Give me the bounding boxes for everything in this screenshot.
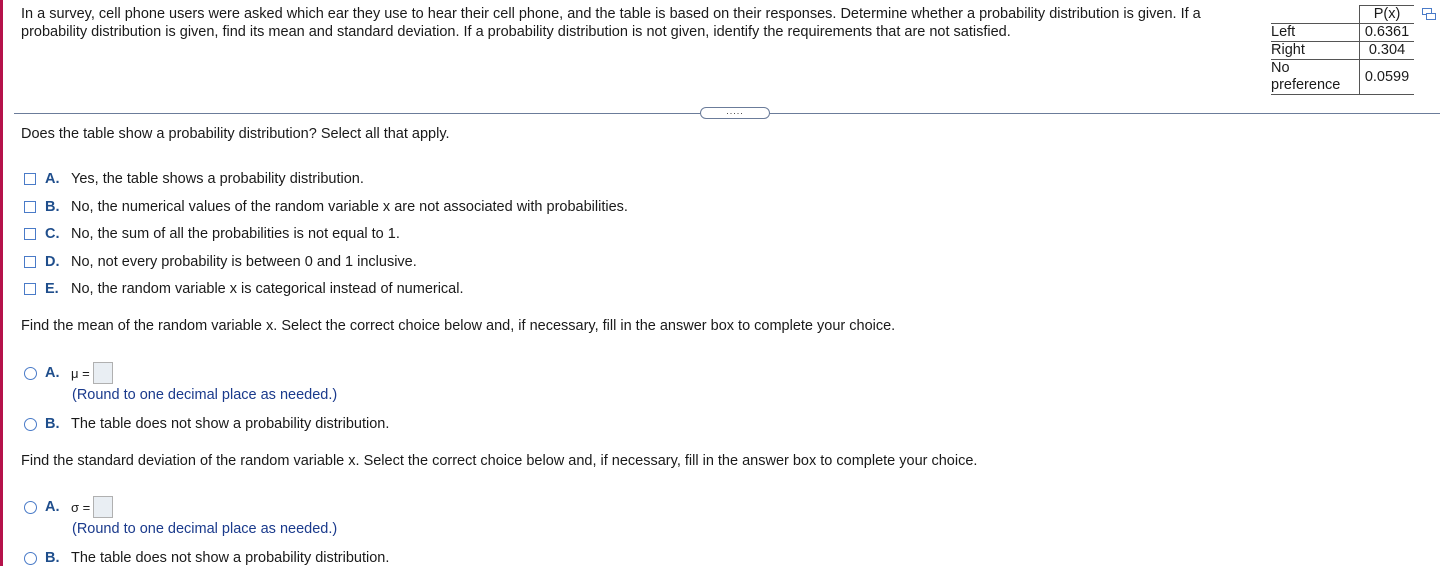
option-letter: A. xyxy=(45,365,60,381)
option-text: No, the random variable x is categorical instead of numerical. xyxy=(71,281,464,297)
mean-answer-input[interactable] xyxy=(93,362,113,384)
radio-button[interactable] xyxy=(24,367,37,380)
table-corner xyxy=(1271,6,1360,24)
q2-option-a[interactable] xyxy=(24,362,113,384)
option-letter: C. xyxy=(45,226,60,242)
checkbox[interactable] xyxy=(24,201,36,213)
checkbox[interactable] xyxy=(24,283,36,295)
left-accent-bar xyxy=(0,0,3,566)
q2-option-b[interactable] xyxy=(24,415,389,433)
option-text: The table does not show a probability distribution. xyxy=(71,550,390,566)
mean-symbol: μ = xyxy=(71,365,90,381)
option-text: No, the numerical values of the random variable x are not associated with probabilities. xyxy=(71,199,628,215)
q1-option-e[interactable] xyxy=(24,280,464,298)
table-label-no-preference xyxy=(1271,60,1360,95)
option-text: Yes, the table shows a probability distribution. xyxy=(71,171,364,187)
table-label-line1: No xyxy=(1271,60,1290,76)
option-letter: E. xyxy=(45,281,59,297)
q1-option-d[interactable] xyxy=(24,253,417,271)
q1-option-b[interactable] xyxy=(24,198,628,216)
radio-button[interactable] xyxy=(24,501,37,514)
std-dev-symbol: σ = xyxy=(71,499,91,515)
radio-button[interactable] xyxy=(24,418,37,431)
table-label-left: Left xyxy=(1271,24,1360,42)
checkbox[interactable] xyxy=(24,173,36,185)
probability-table xyxy=(1271,5,1414,95)
q1-option-c[interactable] xyxy=(24,225,400,243)
option-letter: D. xyxy=(45,254,60,270)
question-3-prompt: Find the standard deviation of the random variable x. Select the correct choice below and, if necessary, fill in the answer box to complete your choice. xyxy=(21,453,978,469)
table-label-right: Right xyxy=(1271,42,1360,60)
popout-icon[interactable] xyxy=(1422,8,1436,20)
table-label-line2: preference xyxy=(1271,77,1341,93)
option-letter: A. xyxy=(45,499,60,515)
option-text: No, the sum of all the probabilities is not equal to 1. xyxy=(71,226,400,242)
table-value-no-preference: 0.0599 xyxy=(1360,60,1415,95)
table-row xyxy=(1271,42,1414,60)
option-letter: A. xyxy=(45,171,60,187)
table-row xyxy=(1271,60,1414,95)
checkbox[interactable] xyxy=(24,228,36,240)
q3-rounding-hint: (Round to one decimal place as needed.) xyxy=(72,521,338,537)
q3-option-b[interactable] xyxy=(24,549,389,567)
std-dev-answer-input[interactable] xyxy=(93,496,113,518)
expand-more-button[interactable]: ..... xyxy=(700,107,770,119)
table-value-left: 0.6361 xyxy=(1360,24,1415,42)
problem-statement: In a survey, cell phone users were asked which ear they use to hear their cell phone, and the table is based on their responses. Determine whether a probability distribution is given. If a probability distribution is given, find its mean and standard deviation. If a probability distribution is not given, identify the requirements that are not satisfied. xyxy=(21,6,1201,40)
option-letter: B. xyxy=(45,550,60,566)
checkbox[interactable] xyxy=(24,256,36,268)
q1-option-a[interactable] xyxy=(24,170,364,188)
q2-rounding-hint: (Round to one decimal place as needed.) xyxy=(72,387,338,403)
option-letter: B. xyxy=(45,416,60,432)
question-2-prompt: Find the mean of the random variable x. Select the correct choice below and, if necessary, fill in the answer box to complete your choice. xyxy=(21,318,896,334)
radio-button[interactable] xyxy=(24,552,37,565)
table-row xyxy=(1271,24,1414,42)
option-letter: B. xyxy=(45,199,60,215)
question-1-prompt: Does the table show a probability distribution? Select all that apply. xyxy=(21,126,450,142)
table-header-px: P(x) xyxy=(1360,6,1415,24)
option-text: The table does not show a probability distribution. xyxy=(71,416,390,432)
table-value-right: 0.304 xyxy=(1360,42,1415,60)
q3-option-a[interactable] xyxy=(24,496,113,518)
option-text: No, not every probability is between 0 and 1 inclusive. xyxy=(71,254,417,270)
